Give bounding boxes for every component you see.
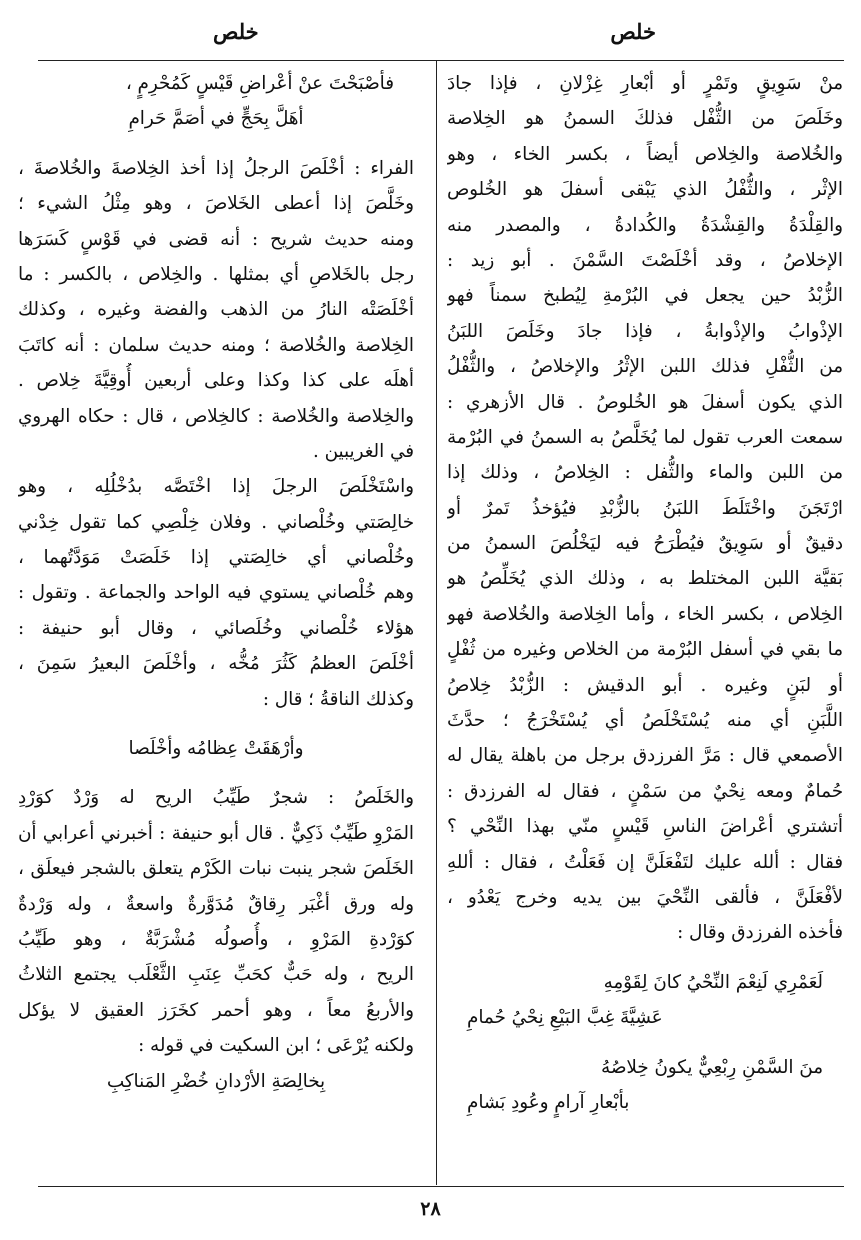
body-line: من الثُّفْلِ فذلك اللبن الإثْرُ والإخلاصُ ، والثُّفْلُ: [447, 356, 843, 378]
body-line: الفراء : أخْلَصَ الرجلُ إذا أخذ الخِلاصةَ والخُلاصةَ ،: [18, 157, 414, 179]
body-line: الإثْر ، والثُّفْلُ الذي يَبْقى أسفلَ هو الخُلوص: [447, 179, 843, 201]
body-line: حُمامٌ ومعه نِحْيٌ من سَمْنٍ ، فقال له الفرزدق :: [447, 780, 843, 802]
body-line: فقال : ألله عليك لتَفْعَلَنَّ إن فَعَلْتُ ، فقال : أللهِ: [447, 851, 843, 873]
body-line: واسْتَخْلَصَ الرجلَ إذا اخْتَصَّه بدُخْلُلِه ، وهو: [18, 476, 414, 498]
body-line: خالِصَتي وخُلْصاني . وفلان خِلْصِي كما تقول خِدْني: [18, 511, 414, 533]
spacer: [447, 951, 843, 965]
verse-line: بِخالِصَةِ الأرْدانِ خُضْرِ المَناكِبِ: [106, 1070, 326, 1092]
body-line: وخَلَّصَ إذا أعطى الخَلاصَ ، وهو مِثْلُ الشيء ؛: [18, 193, 414, 215]
body-line: فأخذه الفرزدق وقال :: [677, 922, 843, 944]
verse-hemistich: لَعَمْرِي لَنِعْمَ النِّحْيُ كانَ لِقَوْمِهِ: [603, 971, 823, 993]
body-line: بَقيَّة اللبن المختلط به ، وذلك الذي يُخَلِّصُ هو: [447, 568, 843, 590]
body-line: الإخلاصُ ، وقد أخْلَصْتَ السَّمْنَ . أبو زيد :: [447, 249, 843, 271]
page-number: ٢٨: [420, 1198, 441, 1220]
body-line: المَرْوِ طَيِّبٌ ذَكِيٌّ . قال أبو حنيفة : أخبرني أعرابي أن: [18, 822, 414, 844]
bottom-rule: [38, 1186, 844, 1187]
body-line: في الغريبين .: [312, 440, 414, 462]
body-line: أو لبَنٍ وغيره . أبو الدقيش : الزُّبْدُ خِلاصُ: [447, 674, 843, 696]
right-column: [447, 66, 843, 1184]
body-line: الخَلَصَ شجر ينبت نبات الكَرْم يتعلق بالشجر فيعلَق ،: [18, 858, 414, 880]
body-line: لأفْعَلَنَّ ، فألقى النِّحْيَ بين يديه وخرج يَعْدُو ،: [447, 886, 843, 908]
body-line: الزُّبْدُ حين يجعل في البُرْمةِ لِيُطبخ سمناً فهو: [447, 285, 843, 307]
body-line: الأصمعي قال : مَرَّ الفرزدق برجل من باهلة يقال له: [447, 745, 843, 767]
body-line: أخْلَصَ العظمُ كَثُرَ مُخُّه ، وأخْلَصَ البعيرُ سَمِنَ ،: [18, 653, 414, 675]
body-line: الخِلاصة والخُلاصة ؛ ومنه حديث سلمان : أنه كاتَبَ: [18, 334, 414, 356]
top-rule: [38, 60, 844, 61]
column-divider: [436, 61, 437, 1185]
spacer: [447, 1036, 843, 1050]
body-line: ومنه حديث شريح : أنه قضى في قَوْسٍ كَسَرَها: [18, 228, 414, 250]
left-column: [18, 66, 414, 1184]
body-line: والأربعُ معاً ، وهو أحمر كخَرَز العقيق لا يؤكل: [18, 999, 414, 1021]
verse-line: وأرْهَقَتْ عِظامُه وأخْلَصا: [128, 738, 304, 760]
verse-hemistich: أهَلَّ بِحَجٍّ في أصَمَّ حَرامِ: [128, 108, 304, 130]
body-line: أخْلَصَتْه النارُ من الذهب والفضة وغيره ، وكذلك: [18, 299, 414, 321]
body-line: هؤلاء خُلْصاني وخُلَصائي ، وقال أبو حنيفة :: [18, 617, 414, 639]
body-line: من اللبن والماء والثُّفل : الخِلاصُ ، وذلك إذا: [447, 462, 843, 484]
spacer: [18, 766, 414, 780]
body-line: ما بقي في أسفل البُرْمة من الخلاص وغيره من ثُفْلٍ: [447, 639, 843, 661]
body-line: ولكنه يُرْعَى ؛ ابن السكيت في قوله :: [138, 1035, 414, 1057]
body-line: أتشتري أعْراضَ الناسِ قَيْسٍ منّي بهذا النِّحْي ؟: [447, 816, 843, 838]
body-line: دقيقٌ أو سَوِيقٌ فيُطْرَحُ فيه ليَخْلُصَ السمنُ من: [447, 533, 843, 555]
header-right-title: خلص: [610, 19, 656, 44]
body-line: رجل بالخَلاصِ أي بمثلها . والخِلاص ، بالكسر : ما: [18, 263, 414, 285]
body-line: اللَّبَنِ أي منه يُسْتَخْلَصُ أي يُسْتَخْرَجُ ؛ حدَّثَ: [447, 710, 843, 732]
verse-hemistich: عَشِيَّةَ غِبَّ البَيْعِ نِحْيُ حُمامِ: [467, 1007, 663, 1029]
body-line: ارْتَجَنَ واخْتَلَطَ اللبَنُ بالزُّبْدِ فيُؤخذُ تَمرٌ أو: [447, 497, 843, 519]
body-line: الخِلاص ، بكسر الخاء ، وأما الخِلاصة والخُلاصة فهو: [447, 603, 843, 625]
spacer: [18, 137, 414, 151]
verse-hemistich: منَ السَّمْنِ رِبْعِيٌّ يكونُ خِلاصُهُ: [601, 1056, 823, 1078]
body-line: الريح ، وله حَبٌّ كحَبِّ عِنَبِ الثَّعْلَب يجتمع الثلاثُ: [18, 964, 414, 986]
body-line: الذي يكون أسفلَ هو الخُلوصُ . قال الأزهري :: [447, 391, 843, 413]
spacer: [18, 717, 414, 731]
body-line: والخِلاصة والخُلاصة : كالخِلاص ، قال : حكاه الهروي: [18, 405, 414, 427]
header-left-title: خلص: [213, 19, 259, 44]
body-line: وهم خُلْصاني يستوي فيه الواحد والجماعة . وتقول :: [18, 582, 414, 604]
body-line: وخَلَصَ من الثُّفْل فذلكَ السمنُ هو الخِلاصة: [447, 108, 843, 130]
verse-hemistich: فأصْبَحْتَ عنْ أعْراضِ قَيْسٍ كَمُحْرِمٍ ،: [125, 73, 394, 94]
body-line: والخُلاصة والخِلاص أيضاً ، بكسر الخاء ، وهو: [447, 143, 843, 165]
body-line: سمعت العرب تقول لما يُخَلَّصُ به السمنُ في البُرْمة: [447, 426, 843, 448]
body-line: وله ورق أغْبَر رِقاقٌ مُدَوَّرةٌ واسعةٌ ، وله وَرْدةٌ: [18, 893, 414, 915]
body-line: وكذلك الناقةُ ؛ قال :: [262, 688, 414, 710]
body-line: والخَلَصُ : شجرٌ طَيِّبُ الريح له وَرْدٌ كوَرْدِ: [18, 787, 414, 809]
body-line: الإذْوابُ والإذْوابةُ ، فإذا جادَ وخَلَصَ اللبَنُ: [447, 320, 843, 342]
verse-hemistich: بأبْعارِ آرامٍ وعُودِ بَشامِ: [467, 1091, 630, 1113]
body-line: منْ سَوِيقٍ وتَمْرٍ أو أبْعارِ غِزْلانِ ، فإذا جادَ: [447, 73, 843, 94]
body-line: كوَرْدةِ المَرْوِ ، وأُصولُه مُشْرَبَّةٌ ، وهو طَيِّبُ: [18, 928, 414, 950]
body-line: وخُلْصاني أي خالِصَتي إذا خَلَصَتْ مَوَدَّتُهما ،: [18, 547, 414, 569]
body-line: والقِلْدَةُ والقِشْدَةُ والكُدادةُ ، والمصدر منه: [447, 214, 843, 236]
body-line: أهلَه على كذا وكذا وعلى أربعين أُوقِيَّةَ خِلاص .: [18, 370, 414, 392]
